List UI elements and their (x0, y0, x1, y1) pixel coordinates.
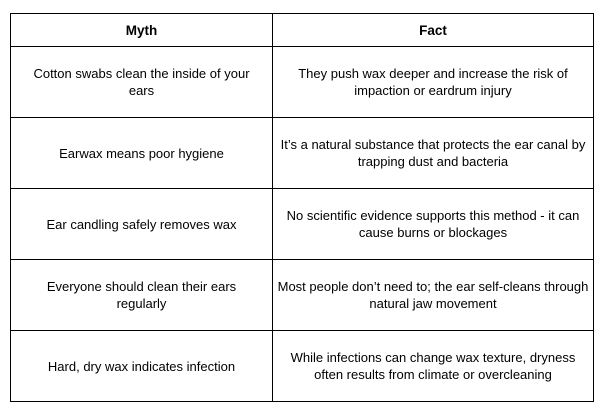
myth-cell: Ear candling safely removes wax (11, 189, 273, 260)
fact-cell: No scientific evidence supports this method - it can cause burns or blockages (273, 189, 594, 260)
fact-column-header: Fact (273, 14, 594, 47)
myth-cell: Hard, dry wax indicates infection (11, 331, 273, 402)
table-row (11, 331, 594, 402)
fact-cell: While infections can change wax texture, dryness often results from climate or overcleaning (273, 331, 594, 402)
table-row (11, 118, 594, 189)
myth-column-header: Myth (11, 14, 273, 47)
fact-cell: They push wax deeper and increase the risk of impaction or eardrum injury (273, 47, 594, 118)
fact-cell: It’s a natural substance that protects the ear canal by trapping dust and bacteria (273, 118, 594, 189)
myth-cell: Cotton swabs clean the inside of your ears (11, 47, 273, 118)
table-row (11, 260, 594, 331)
fact-cell: Most people don’t need to; the ear self-cleans through natural jaw movement (273, 260, 594, 331)
header-row (11, 14, 594, 47)
myth-fact-table (10, 13, 594, 402)
myth-cell: Earwax means poor hygiene (11, 118, 273, 189)
table-row (11, 189, 594, 260)
table-row (11, 47, 594, 118)
myth-cell: Everyone should clean their ears regularly (11, 260, 273, 331)
